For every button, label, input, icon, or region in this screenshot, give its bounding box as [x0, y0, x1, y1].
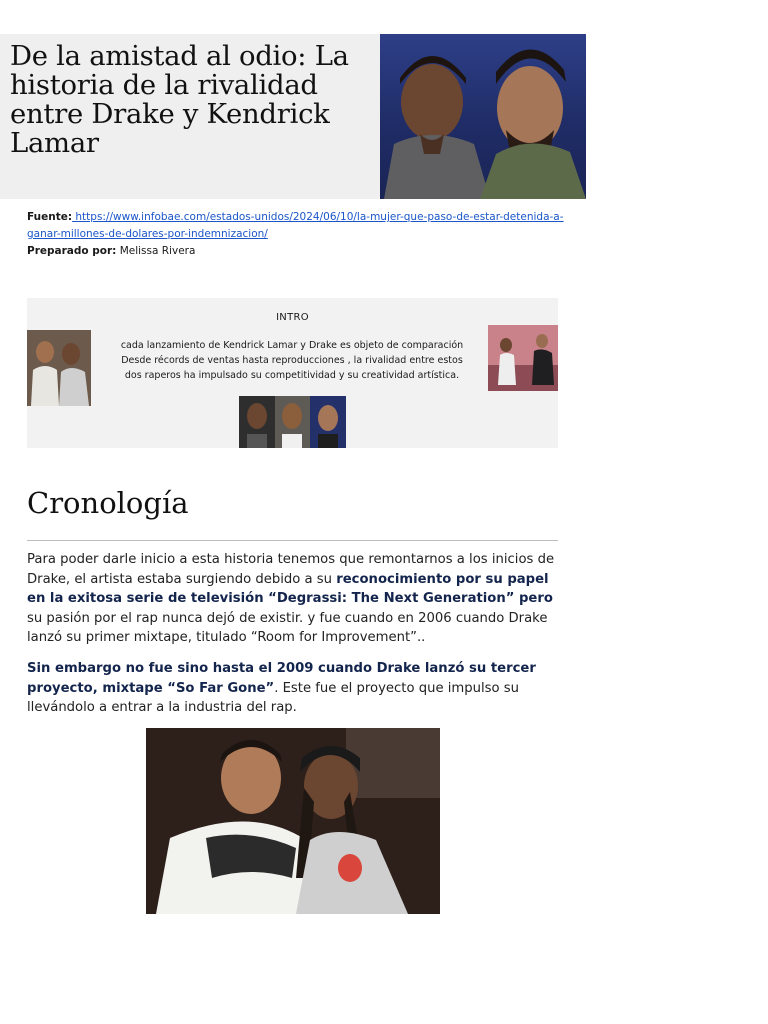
- paragraph-1-text-b: su pasión por el rap nunca dejó de existir. y fue cuando en 2006 cuando Drake lanzó su primer mixtape, titulado “Room for Improvement”..: [27, 610, 548, 645]
- paragraph-1: [27, 550, 557, 648]
- intro-photo-collage: [239, 396, 346, 448]
- section-divider: [27, 540, 558, 541]
- prepared-by-name: Melissa Rivera: [116, 245, 196, 257]
- prepared-by-line: [27, 243, 567, 260]
- intro-photo-left: [27, 330, 91, 406]
- paragraph-1-text-a: Para poder darle inicio a esta historia tenemos que remontarnos a los inicios de Drake, el artista estaba surgiendo debido a su: [27, 552, 555, 587]
- section-title: Cronología: [27, 486, 189, 520]
- paragraph-2: [27, 659, 557, 718]
- intro-photo-right: [488, 325, 558, 391]
- prepared-label: Preparado por:: [27, 245, 117, 257]
- intro-box: [27, 298, 558, 448]
- hero-photo: [380, 34, 586, 199]
- intro-text: cada lanzamiento de Kendrick Lamar y Drake es objeto de comparación Desde récords de ventas hasta reproducciones , la rivalidad entre estos dos raperos ha impulsado su competitividad y su creatividad artística.: [120, 340, 464, 381]
- drake-lilwayne-photo: [146, 728, 440, 914]
- page-title: De la amistad al odio: La historia de la rivalidad entre Drake y Kendrick Lamar: [10, 40, 349, 159]
- paragraph-1-bold: reconocimiento por su papel en la exitosa serie de televisión “Degrassi: The Next Generation” pero: [27, 571, 553, 606]
- source-link[interactable]: https://www.infobae.com/estados-unidos/2024/06/10/la-mujer-que-paso-de-estar-detenida-a-ganar-millones-de-dolares-por-indemnizacion/: [27, 211, 564, 240]
- paragraph-2-bold: Sin embargo no fue sino hasta el 2009 cuando Drake lanzó su tercer proyecto, mixtape “So Far Gone”: [27, 661, 536, 696]
- intro-title: INTRO: [276, 312, 309, 323]
- paragraph-2-text: . Este fue el proyecto que impulso su llevándolo a entrar a la industria del rap.: [27, 680, 520, 715]
- source-label: Fuente:: [27, 211, 73, 223]
- source-line: [27, 209, 567, 243]
- source-meta: [27, 209, 567, 260]
